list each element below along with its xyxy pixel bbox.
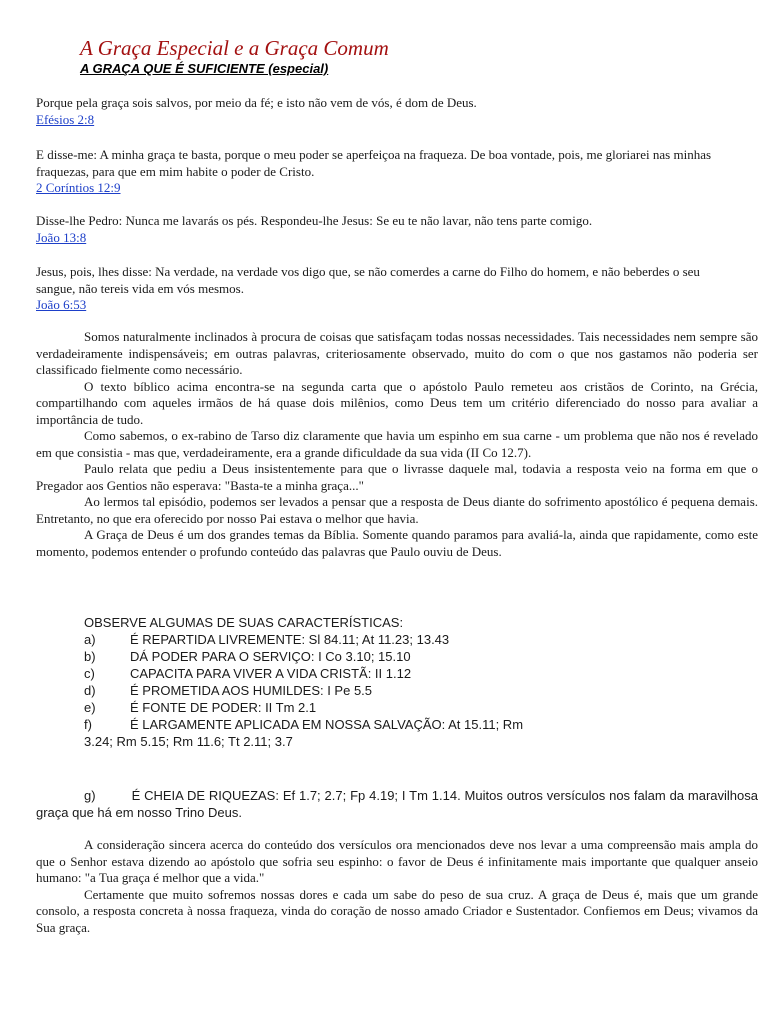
page-title: A Graça Especial e a Graça Comum [80,36,389,60]
verse-reference-link[interactable]: 2 Coríntios 12:9 [36,180,121,195]
verse-block [36,213,736,246]
list-item-g [36,787,758,821]
characteristics-list [84,614,764,750]
paragraph: Somos naturalmente inclinados à procura de coisas que satisfaçam todas nossas necessidades. Tais necessidades nem sempre são verdadeiramente indispensáveis; em outras palavras, criteriosamente observado, muito do com o que nos gastamos não poderia ser classificado fielmente como necessário. [36,329,758,377]
verse-text: Disse-lhe Pedro: Nunca me lavarás os pés. Respondeu-lhe Jesus: Se eu te não lavar, não tens parte comigo. [36,213,593,228]
list-item-letter: d) [84,683,96,698]
list-item-text: DÁ PODER PARA O SERVIÇO: I Co 3.10; 15.10 [130,649,411,664]
list-item-continuation: 3.24; Rm 5.15; Rm 11.6; Tt 2.11; 3.7 [84,734,293,749]
closing-paragraph: A consideração sincera acerca do conteúdo dos versículos ora mencionados deve nos levar a uma compreensão mais ampla do que o Senhor estava dizendo ao apóstolo que sofria seu espinho: o favor de Deus é infinitamente mais importante que qualquer anseio humano: "a Tua graça é melhor que a vida." [36,837,758,885]
list-item [84,665,764,682]
list-item [84,682,764,699]
list-item-letter: g) [84,788,96,803]
list-item-letter: f) [84,717,92,732]
body-text [36,329,758,560]
list-heading: OBSERVE ALGUMAS DE SUAS CARACTERÍSTICAS: [84,615,404,630]
closing-paragraph: Certamente que muito sofremos nossas dores e cada um sabe do peso de sua cruz. A graça de Deus é, mais que um grande consolo, a resposta concreta à nossa fraqueza, vinda do coração de nosso amado Criador e Sustentador. Confiemos em Deus; vivamos da Sua graça. [36,886,758,935]
list-item-text: É LARGAMENTE APLICADA EM NOSSA SALVAÇÃO: At 15.11; Rm [130,717,524,732]
list-item [84,631,764,648]
list-item-text: É CHEIA DE RIQUEZAS: Ef 1.7; 2.7; Fp 4.19; I Tm 1.14. Muitos outros versículos nos falam da maravilhosa graça que há em nosso Trino Deus. [36,788,758,820]
list-item [84,699,764,716]
list-item-letter: c) [84,666,95,681]
list-item [84,716,764,733]
paragraph: A Graça de Deus é um dos grandes temas da Bíblia. Somente quando paramos para avaliá-la, ainda que rapidamente, como este momento, podemos entender o profundo conteúdo das palavras que Paulo ouviu de Deus. [36,527,758,559]
list-item-text: É PROMETIDA AOS HUMILDES: I Pe 5.5 [130,683,373,698]
closing-section [36,787,758,936]
list-item-text: CAPACITA PARA VIVER A VIDA CRISTÃ: II 1.12 [130,666,412,681]
list-item-letter: b) [84,649,96,664]
list-item-letter: e) [84,700,96,715]
verse-text: E disse-me: A minha graça te basta, porque o meu poder se aperfeiçoa na fraqueza. De boa vontade, pois, me gloriarei nas minhas fraquezas, para que em mim habite o poder de Cristo. [36,147,712,179]
verse-block [36,147,736,197]
verse-text: Jesus, pois, lhes disse: Na verdade, na verdade vos digo que, se não comerdes a carne do Filho do homem, e não beberdes o seu sangue, não tereis vida em vós mesmos. [36,264,700,296]
list-item [84,648,764,665]
verse-text: Porque pela graça sois salvos, por meio da fé; e isto não vem de vós, é dom de Deus. [36,95,477,110]
verse-reference-link[interactable]: João 13:8 [36,229,87,245]
paragraph: Como sabemos, o ex-rabino de Tarso diz claramente que havia um espinho em sua carne - um problema que não nos é revelado em que consistia - mas que, verdadeiramente, era a grande dificuldade da sua vida (II Co 12.7). [36,428,758,460]
list-item-letter: a) [84,632,96,647]
paragraph: Paulo relata que pediu a Deus insistentemente para que o livrasse daquele mal, todavia a resposta veio na forma em que o Pregador aos Gentios não esperava: "Basta-te a minha graça..." [36,461,758,493]
page-subtitle: A GRAÇA QUE É SUFICIENTE (especial) [80,61,329,76]
verse-reference-link[interactable]: João 6:53 [36,297,87,312]
verse-block [36,95,736,128]
paragraph: O texto bíblico acima encontra-se na segunda carta que o apóstolo Paulo remeteu aos cristãos de Corinto, na Grécia, compartilhando com aqueles irmãos de há quase dois milênios, como Deus tem um critério diferenciado do nosso para avaliar a importância de tudo. [36,378,758,427]
list-item-text: É REPARTIDA LIVREMENTE: Sl 84.11; At 11.23; 13.43 [130,632,450,647]
paragraph: Ao lermos tal episódio, podemos ser levados a pensar que a resposta de Deus diante do sofrimento apostólico é pequena demais. Entretanto, no que era oferecido por nosso Pai estava o melhor que havia. [36,494,758,526]
list-item-text: É FONTE DE PODER: II Tm 2.1 [130,700,317,715]
verse-block [36,264,736,314]
verse-reference-link[interactable]: Efésios 2:8 [36,111,95,127]
